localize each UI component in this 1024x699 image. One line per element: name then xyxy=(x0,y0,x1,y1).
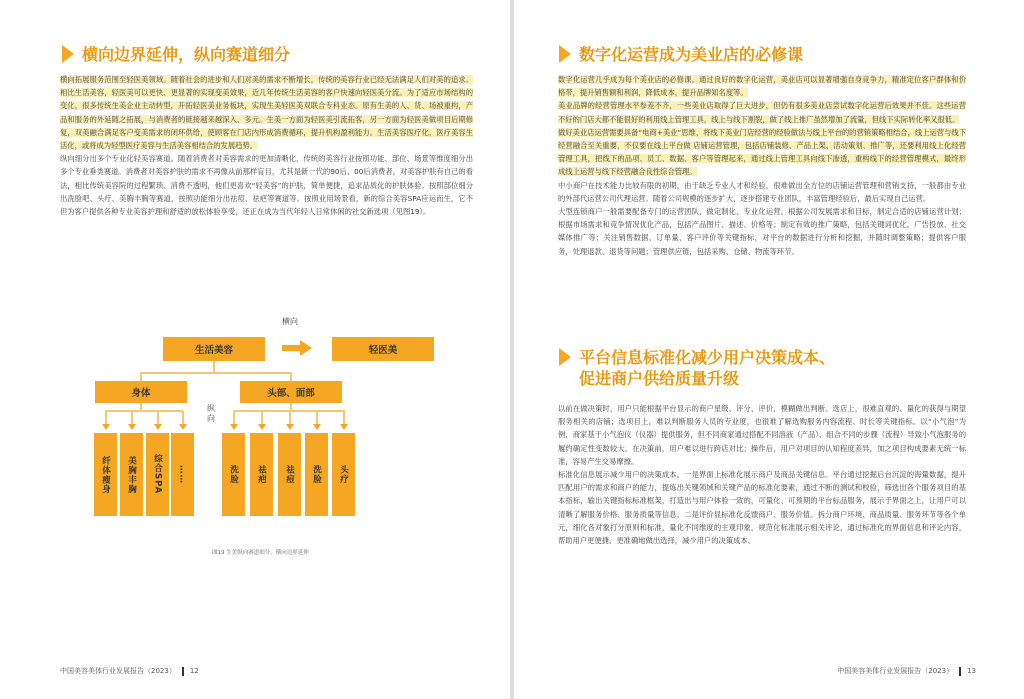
triangle-bullet-icon xyxy=(559,45,571,63)
down-arrow-icon xyxy=(230,424,238,430)
column-spa: 综合SPA xyxy=(146,433,169,516)
triangle-bullet-icon xyxy=(559,348,571,366)
column-scar-removal: 祛疤 xyxy=(250,433,273,516)
page-number: 12 xyxy=(189,667,199,675)
box-light-medical: 轻医美 xyxy=(332,337,434,361)
horizontal-label: 横向 xyxy=(282,317,298,326)
connector-line xyxy=(182,411,184,425)
footer-divider xyxy=(959,667,961,676)
left-page xyxy=(0,0,510,699)
column-acne-removal: 祛痘 xyxy=(278,433,301,516)
column-head-therapy: 头疗 xyxy=(332,433,355,516)
column-more: …… xyxy=(171,433,194,516)
box-head-face: 头部、面部 xyxy=(240,381,342,403)
right-arrow-icon xyxy=(282,340,312,356)
section-title-line-1: 平台信息标准化减少用户决策成本、 xyxy=(579,348,836,367)
paragraph-vertical-segmentation: 纵向细分出多个专业化轻美容赛道。随着消费者对美容需求的更加清晰化，传统的美容行业按照功能、部位、场景等维度细分出多个专业垂类赛道。消费者对美容护肤的需求不再像从前那样盲目，尤其是新一代的90后、00后消费者，对美容护肤有自己的看法，相比传统美容院的过程繁琐、消费不透明，他们更喜欢“轻美容”的护肤，简单便捷，追求品质化的护肤体验。按照部位细分出洗脸吧、头疗、美胸丰胸等赛道，按照功能细分出祛痘、祛疤等赛道等。按照业用场景看，新的综合美容SPA应运而生，它不但为客户提供各种专业美容护理和舒适的放松体验享受，还正在成为当代年轻人日常休闲的社交新选项（见图19）。 xyxy=(60,154,473,217)
section-title-text: 横向边界延伸，纵向赛道细分 xyxy=(82,45,291,64)
connector-line xyxy=(290,372,292,381)
left-body-text xyxy=(60,73,473,218)
connector-line xyxy=(140,372,292,374)
down-arrow-icon xyxy=(313,424,321,430)
connector-line xyxy=(289,411,291,425)
right-body-text-2 xyxy=(558,402,966,547)
paragraph-ecommerce-mindset: 做好美业店运营需要具备“电商+美业”思维，将线下美业门店经营的经验做法与线上平台的的营销策略相结合，线上运营与线下经营融合至关重要，不仅要在线上平台做 店铺运营管理，包括店铺装修、产品上架、活动策划、推广等，还要利用线上化经营管理工具，把线下的品项、员工、数据、客户等管理起来，通过线上管理工具向线下渗透，重构线下的经营管理模式，最终形成线上运营与线下经营融合良性综合管理。 xyxy=(558,127,966,177)
figure-caption: 图19 生美纵向赛道细分，横向边界延伸 xyxy=(212,550,309,556)
section-title-digital-operation xyxy=(559,44,803,65)
paragraph-horizontal-expansion: 横向拓展服务范围至轻医美领域。随着社会的进步和人们对美的需求不断增长，传统的美容行业已经无法满足人们对美的追求。相比生活美容，轻医美可以更快、更显著的实现变美效果，近几年传统生活美容的客户快速向轻医美分流。为了适应市场结构的变化，很多传统生美企业主动转型，开拓轻医美业务板块，实现生美轻医美双联合专科业态。原有生美的人、货、场被重构，产品和服务的外延随之拓展，与消费者的链接越来越深入、多元。生美一方面为轻医美引流拓客，另一方面为轻医美做项目后期修复，双美融合满足客户变美需求的闭环供给，使顾客在门店内形成消费循环，提升机构盈利能力。生活美容医疗化，医疗美容生活化，或将成为轻型医疗美容与生活美容相结合的发展趋势。 xyxy=(60,75,473,151)
column-breast: 美胸丰胸 xyxy=(120,433,143,516)
right-body-text-1 xyxy=(558,73,966,258)
paragraph-decision-difficulty: 以前在做决策时，用户只能根据平台显示的商户星级、评分、评价，模糊做出判断。选店上，很难直观的、量化的获得与期望服务相关的店铺；选项目上，难以判断服务人员的专业度，也很难了解选购服务内容流程、时长等关键指标。以“小气泡”为例，商家基于小气泡仪（仪器）提供服务，但不同商家通过搭配不同溶液（产品）、组合不同的步骤（流程）导致小气泡服务的履约确定性变数较大。在决策前，用户难以进行跨店对比；操作后，用户对项目的认知程度差异，加之项目构成要素无统一标准，容易产生交易摩擦。 xyxy=(558,404,966,466)
down-arrow-icon xyxy=(128,424,136,430)
paragraph-small-merchants: 中小商户在技术能力比较有限的初期，由于缺乏专业人才和经验，很难做出全方位的店铺运营管理和营销支持，一般都由专业的外部代运营公司代理运营。随着公司规模的逐步扩大，逐步搭建专业团队，丰富管理经验后，最后实现自己运营。 xyxy=(558,180,966,203)
connector-line xyxy=(105,410,183,412)
connector-line xyxy=(343,411,345,425)
page-number: 13 xyxy=(967,667,976,675)
down-arrow-icon xyxy=(154,424,162,430)
section-title-line-2: 促进商户供给质量升级 xyxy=(579,369,740,388)
paragraph-standardized-display: 标准化信息展示减少用户的决策成本。一是界面上标准化展示商户及商品关键信息。平台通过挖掘后台沉淀的海量数据，提升匹配用户的需求和商户的能力，提炼出关键领域和关键产品的标准化要素，通过不断的测试和校验，筛选出各个服务项目的基本指标，输出关键指标标准框架，打造出与用户体验一致的，可量化、可预期的平台标品服务，展示于界面之上，让用户可以清晰了解服务价格、服务质量等信息。二是评价显标准化反馈商户、服务价值。拆分商户环境、商品质量、服务环节等各个单元，细化各对象打分原则和标准，量化不同维度的主观印象，规范化标准展示相关评论，通过标准化的界面信息和评论内容，帮助用户更便捷、更准确地做出选择，减少用户的决策成本。 xyxy=(558,470,966,546)
connector-line xyxy=(316,411,318,425)
connector-line xyxy=(140,372,142,381)
right-page xyxy=(514,0,1024,699)
box-body: 身体 xyxy=(95,381,187,403)
section-title-horizontal-vertical xyxy=(62,44,290,65)
down-arrow-icon xyxy=(179,424,187,430)
connector-line xyxy=(157,411,159,425)
paragraph-digital-importance: 数字化运营几乎成为每个美业店的必修课。通过良好的数字化运营，美业店可以显著增强自身竞争力，精准定位客户群体和价格带，提升销售额和利润，降低成本，提升品牌知名度等。 xyxy=(558,75,966,98)
connector-line xyxy=(233,411,235,425)
connector-line xyxy=(131,411,133,425)
section-title-standardization xyxy=(559,347,835,389)
connector-line xyxy=(261,411,263,425)
down-arrow-icon xyxy=(286,424,294,430)
footer-report-title: 中国美容美体行业发展报告（2023） xyxy=(60,667,176,675)
triangle-bullet-icon xyxy=(62,45,74,63)
column-slimming: 纤体瘦身 xyxy=(94,433,117,516)
column-face-wash-2: 洗脸 xyxy=(305,433,328,516)
column-face-wash: 洗脸 xyxy=(222,433,245,516)
right-footer xyxy=(837,666,976,676)
paragraph-management-gap: 美业品牌的经营管理水平参差不齐，一些美业店取得了巨大进步，但仍有很多美业店尝试数字化运营后效果并不佳。这些运营不好的门店大都不能很好的利用线上管理工具，线上与线下割裂，做了线上推广虽然增加了流量，但线下实际转化率又很低。 xyxy=(558,101,966,124)
footer-report-title: 中国美容美体行业发展报告（2023） xyxy=(837,667,954,675)
paragraph-large-chains: 大型连锁商户一般需要配备专门的运营团队，做定制化、专业化运营。根据公司发展需求和目标，制定合适的店铺运营计划；根据市场需求和竞争情况优化产品，包括产品图片、描述、价格等；制定有效的推广策略，包括关键词优化、广告投放、社交媒体推广等；关注销售数据、订单量、客户评价等关键指标，对平台的数据进行分析和挖掘，并随时调整策略；提供客户服务，处理退款、退货等问题；管理供应链，包括采购、仓储、物流等环节。 xyxy=(558,207,966,256)
down-arrow-icon xyxy=(102,424,110,430)
section-title-text: 数字化运营成为美业店的必修课 xyxy=(579,45,804,64)
box-life-beauty: 生活美容 xyxy=(163,337,265,361)
left-footer xyxy=(60,666,199,676)
connector-line xyxy=(105,411,107,425)
vertical-label: 纵向 xyxy=(207,404,215,423)
down-arrow-icon xyxy=(258,424,266,430)
down-arrow-icon xyxy=(340,424,348,430)
footer-divider xyxy=(182,667,184,676)
